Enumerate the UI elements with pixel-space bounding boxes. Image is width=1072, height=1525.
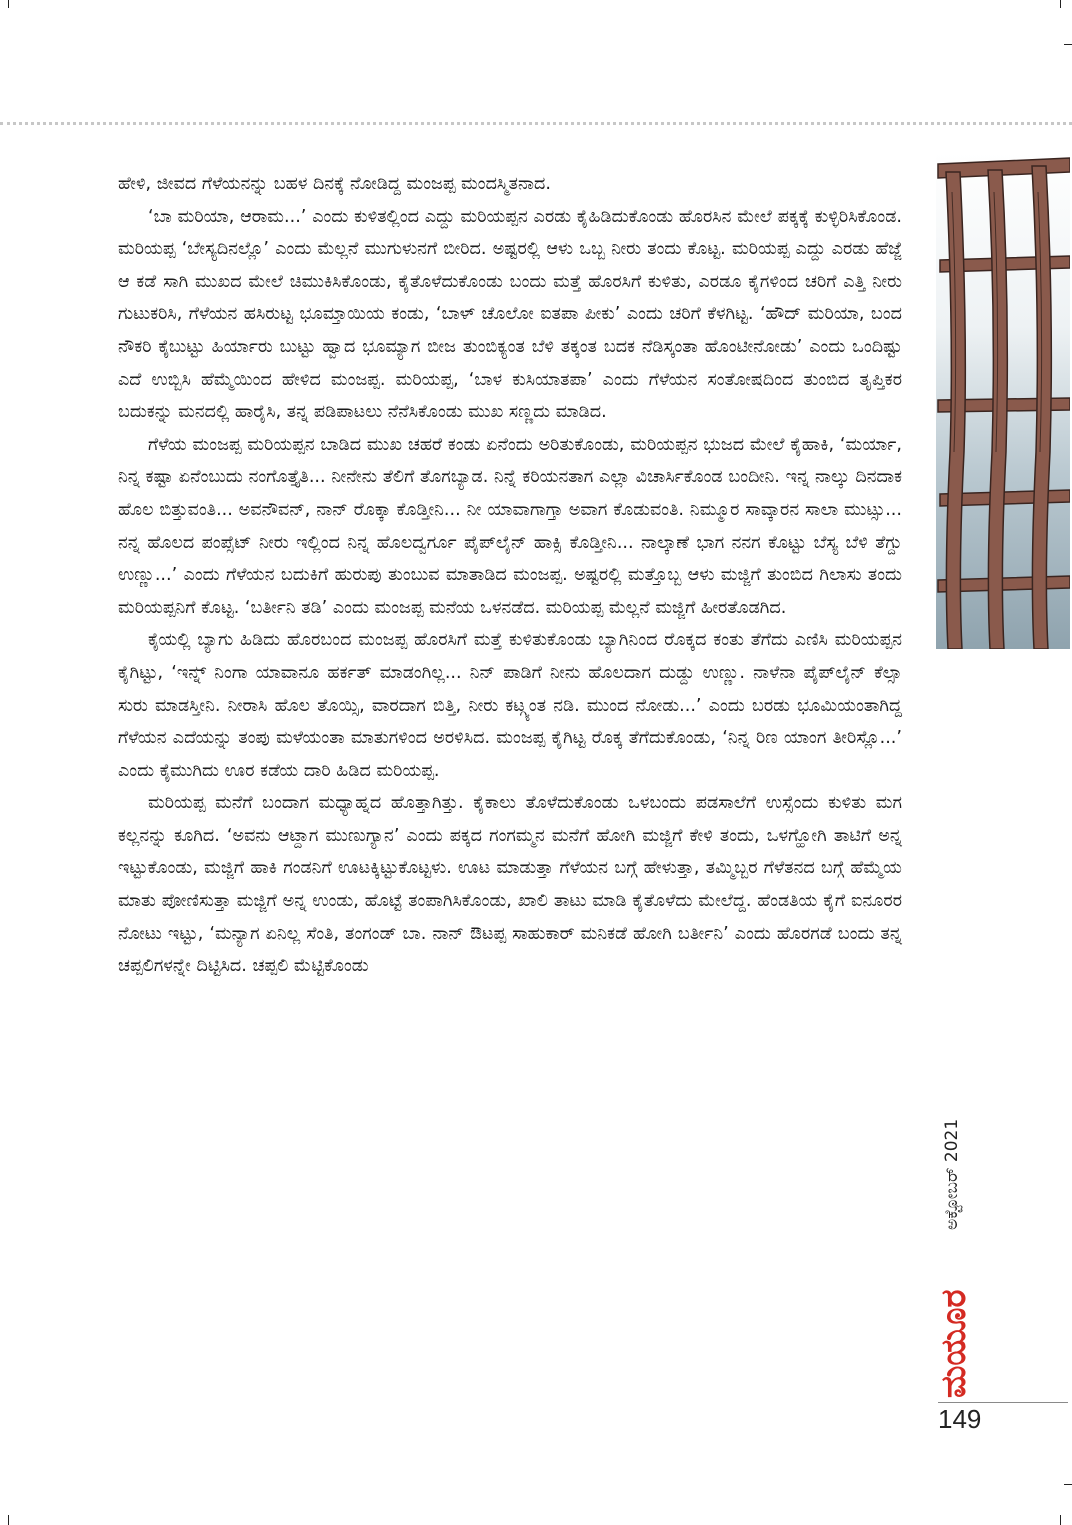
window-grill-illustration	[936, 152, 1070, 649]
article-paragraph: ಮರಿಯಪ್ಪ ಮನೆಗೆ ಬಂದಾಗ ಮಧ್ಯಾಹ್ನದ ಹೊತ್ತಾಗಿತ್ತು. ಕೈಕಾಲು ತೊಳೆದುಕೊಂಡು ಒಳಬಂದು ಪಡಸಾಲೆಗೆ ಉಸ್ಸೆಂದು ಕುಳಿತು ಮಗ ಕಲ್ಲನನ್ನು ಕೂಗಿದ. ‘ಅವನು ಆಟ್ದಾಗ ಮುಣುಗ್ಯಾನ’ ಎಂದು ಪಕ್ಕದ ಗಂಗಮ್ಮನ ಮನೆಗೆ ಹೋಗಿ ಮಜ್ಜಿಗೆ ಕೇಳಿ ತಂದು, ಒಳಗ್ಹೋಗಿ ತಾಟಿಗೆ ಅನ್ನ ಇಟ್ಟುಕೊಂಡು, ಮಜ್ಜಿಗೆ ಹಾಕಿ ಗಂಡನಿಗೆ ಊಟಕ್ಕಿಟ್ಟುಕೊಟ್ಟಳು. ಊಟ ಮಾಡುತ್ತಾ ಗೆಳೆಯನ ಬಗ್ಗೆ ಹೇಳುತ್ತಾ, ತಮ್ಮಿಬ್ಬರ ಗೆಳೆತನದ ಬಗ್ಗೆ ಹೆಮ್ಮೆಯ ಮಾತು ಪೋಣಿಸುತ್ತಾ ಮಜ್ಜಿಗೆ ಅನ್ನ ಉಂಡು, ಹೊಟ್ಟೆ ತಂಪಾಗಿಸಿಕೊಂಡು, ಖಾಲಿ ತಾಟು ಮಾಡಿ ಕೈತೊಳೆದು ಮೇಲೆದ್ದ. ಹೆಂಡತಿಯ ಕೈಗೆ ಐನೂರರ ನೋಟು ಇಟ್ಟು, ‘ಮನ್ಯಾಗ ಏನಿಲ್ಲ ಸೆಂತಿ, ತಂಗಂಡ್ ಬಾ. ನಾನ್ ಔಟಪ್ಪ ಸಾಹುಕಾರ್ ಮನಿಕಡೆ ಹೋಗಿ ಬರ್ತೀನಿ’ ಎಂದು ಹೊರಗಡೆ ಬಂದು ತನ್ನ ಚಪ್ಪಲಿಗಳನ್ನೇ ದಿಟ್ಟಿಸಿದ. ಚಪ್ಪಲಿ ಮೆಟ್ಟಿಕೊಂಡು	[118, 793, 902, 977]
crop-mark-right-bottom	[1064, 1484, 1072, 1485]
crop-mark-bottom-left	[8, 1515, 9, 1525]
crop-mark-bottom-right	[1060, 1515, 1061, 1525]
issue-date	[938, 1080, 966, 1230]
crop-mark-right-top	[1064, 44, 1072, 45]
magazine-masthead	[936, 1240, 972, 1398]
article-paragraph: ‘ಬಾ ಮರಿಯಾ, ಆರಾಮ...’ ಎಂದು ಕುಳಿತಲ್ಲಿಂದ ಎದ್ದು ಮರಿಯಪ್ಪನ ಎರಡು ಕೈಹಿಡಿದುಕೊಂಡು ಹೊರಸಿನ ಮೇಲೆ ಪಕ್ಕಕ್ಕೆ ಕುಳ್ಳಿರಿಸಿಕೊಂಡ. ಮರಿಯಪ್ಪ ‘ಬೇಸ್ಯದಿನಲ್ಲೊ’ ಎಂದು ಮೆಲ್ಲನೆ ಮುಗುಳುನಗೆ ಬೀರಿದ. ಅಷ್ಟರಲ್ಲಿ ಆಳು ಒಬ್ಬ ನೀರು ತಂದು ಕೊಟ್ಟ. ಮರಿಯಪ್ಪ ಎದ್ದು ಎರಡು ಹೆಜ್ಜೆ ಆ ಕಡೆ ಸಾಗಿ ಮುಖದ ಮೇಲೆ ಚಿಮುಕಿಸಿಕೊಂಡು, ಕೈತೊಳೆದುಕೊಂಡು ಬಂದು ಮತ್ತೆ ಹೊರಸಿಗೆ ಕುಳಿತು, ಎರಡೂ ಕೈಗಳಿಂದ ಚರಿಗೆ ಎತ್ತಿ ನೀರು ಗುಟುಕರಿಸಿ, ಗೆಳೆಯನ ಹಸಿರುಟ್ಟ ಭೂಮ್ತಾಯಿಯ ಕಂಡು, ‘ಬಾಳ್ ಚೊಲೋ ಐತಪಾ ಪೀಕು’ ಎಂದು ಚರಿಗೆ ಕೆಳಗಿಟ್ಟ. ‘ಹೌದ್ ಮರಿಯಾ, ಬಂದ ನೌಕರಿ ಕೈಬುಟ್ಟು ಹಿರ್ಯಾರು ಬುಟ್ಟು ಹ್ವಾದ ಭೂಮ್ಯಾಗ ಬೀಜ ತುಂಬಿಕ್ಯಂತ ಬೆಳಿ ತಕ್ಕಂತ ಬದಕ ನೆಡಿಸ್ಕಂತಾ ಹೊಂಟೀನೋಡು’ ಎಂದು ಒಂದಿಷ್ಟು ಎದೆ ಉಬ್ಬಿಸಿ ಹೆಮ್ಮೆಯಿಂದ ಹೇಳಿದ ಮಂಜಪ್ಪ. ಮರಿಯಪ್ಪ, ‘ಬಾಳ ಕುಸಿಯಾತಪಾ’ ಎಂದು ಗೆಳೆಯನ ಸಂತೋಷದಿಂದ ತುಂಬಿದ ತೃಪ್ತಿಕರ ಬದುಕನ್ನು ಮನದಲ್ಲಿ ಹಾರೈಸಿ, ತನ್ನ ಪಡಿಪಾಟಲು ನೆನೆಸಿಕೊಂಡು ಮುಖ ಸಣ್ಣದು ಮಾಡಿದ.	[118, 206, 902, 423]
masthead-title: ಮಯೂರ	[934, 1289, 974, 1398]
page-number-rule	[938, 1402, 1068, 1403]
crop-mark-top-left	[8, 0, 9, 8]
article-paragraph: ಹೇಳಿ, ಜೀವದ ಗೆಳೆಯನನ್ನು ಬಹಳ ದಿನಕ್ಕೆ ನೋಡಿದ್ದ ಮಂಜಪ್ಪ ಮಂದಸ್ಮಿತನಾದ.	[118, 174, 551, 194]
article-body	[118, 168, 902, 983]
article-paragraph: ಗೆಳೆಯ ಮಂಜಪ್ಪ ಮರಿಯಪ್ಪನ ಬಾಡಿದ ಮುಖ ಚಹರೆ ಕಂಡು ಏನೆಂದು ಅರಿತುಕೊಂಡು, ಮರಿಯಪ್ಪನ ಭುಜದ ಮೇಲೆ ಕೈಹಾಕಿ, ‘ಮರ್ಯಾ, ನಿನ್ನ ಕಷ್ಟಾ ಏನೆಂಬುದು ನಂಗೊತ್ತೈತಿ... ನೀನೇನು ತೆಲಿಗೆ ತೊಗಬ್ಯಾಡ. ನಿನ್ನೆ ಕರಿಯನತಾಗ ಎಲ್ಲಾ ವಿಚಾರ್ಸಿಕೊಂಡ ಬಂದೀನಿ. ಇನ್ನ ನಾಲ್ಕು ದಿನದಾಕ ಹೊಲ ಬಿತ್ತುವಂತಿ... ಅವನೌವನ್, ನಾನ್ ರೊಕ್ಕಾ ಕೊಡ್ತೀನಿ... ನೀ ಯಾವಾಗಾಗ್ತಾ ಅವಾಗ ಕೊಡುವಂತಿ. ನಿಮ್ಮೂರ ಸಾವ್ಕಾರನ ಸಾಲಾ ಮುಟ್ಸು... ನನ್ನ ಹೊಲದ ಪಂಪ್ಸೆಟ್ ನೀರು ಇಲ್ಲಿಂದ ನಿನ್ನ ಹೊಲದ್ವರ್ಗೂ ಪೈಪ್‌ಲೈನ್ ಹಾಕ್ಸಿ ಕೊಡ್ತೀನಿ... ನಾಲ್ಕಾಣೆ ಭಾಗ ನನಗ ಕೊಟ್ಟು ಬೆಸ್ಯ ಬೆಳಿ ತೆಗ್ದು ಉಣ್ಣು...’ ಎಂದು ಗೆಳೆಯನ ಬದುಕಿಗೆ ಹುರುಪು ತುಂಬುವ ಮಾತಾಡಿದ ಮಂಜಪ್ಪ. ಅಷ್ಟರಲ್ಲಿ ಮತ್ತೊಬ್ಬ ಆಳು ಮಜ್ಜಿಗೆ ತುಂಬಿದ ಗಿಲಾಸು ತಂದು ಮರಿಯಪ್ಪನಿಗೆ ಕೊಟ್ಟ. ‘ಬರ್ತೀನಿ ತಡಿ’ ಎಂದು ಮಂಜಪ್ಪ ಮನೆಯ ಒಳನಡೆದ. ಮರಿಯಪ್ಪ ಮೆಲ್ಲನೆ ಮಜ್ಜಿಗೆ ಹೀರತೊಡಗಿದ.	[118, 434, 902, 618]
article-paragraph: ಕೈಯಲ್ಲಿ ಬ್ಯಾಗು ಹಿಡಿದು ಹೊರಬಂದ ಮಂಜಪ್ಪ ಹೊರಸಿಗೆ ಮತ್ತೆ ಕುಳಿತುಕೊಂಡು ಬ್ಯಾಗಿನಿಂದ ರೊಕ್ಕದ ಕಂತು ತೆಗೆದು ಎಣಿಸಿ ಮರಿಯಪ್ಪನ ಕೈಗಿಟ್ಟು, ‘ಇನ್ನ್ ನಿಂಗಾ ಯಾವಾನೂ ಹರ್ಕತ್ ಮಾಡಂಗಿಲ್ಲ... ನಿನ್ ಪಾಡಿಗೆ ನೀನು ಹೊಲದಾಗ ದುಡ್ದು ಉಣ್ಣು. ನಾಳೆನಾ ಪೈಪ್‌ಲೈನ್ ಕೆಲ್ಸಾ ಸುರು ಮಾಡಸ್ತೀನಿ. ನೀರಾಸಿ ಹೊಲ ತೊಯ್ಸಿ, ವಾರದಾಗ ಬಿತ್ತಿ, ನೀರು ಕಟ್ಗ್ಯಂತ ನಡಿ. ಮುಂದ ನೋಡು...’ ಎಂದು ಬರಡು ಭೂಮಿಯಂತಾಗಿದ್ದ ಗೆಳೆಯನ ಎದೆಯನ್ನು ತಂಪು ಮಳೆಯಂತಾ ಮಾತುಗಳಿಂದ ಅರಳಿಸಿದ. ಮಂಜಪ್ಪ ಕೈಗಿಟ್ಟ ರೊಕ್ಕ ತೆಗೆದುಕೊಂಡು, ‘ನಿನ್ನ ರಿಣ ಯಾಂಗ ತೀರಿಸ್ಲೊ...’ ಎಂದು ಕೈಮುಗಿದು ಊರ ಕಡೆಯ ದಾರಿ ಹಿಡಿದ ಮರಿಯಪ್ಪ.	[118, 630, 902, 781]
issue-date-label: ಅಕ್ಟೋಬರ್ 2021	[942, 1118, 962, 1230]
page-number: 149	[938, 1404, 982, 1434]
header-dotted-rule	[0, 122, 1072, 125]
crop-mark-top-right	[1060, 0, 1061, 8]
